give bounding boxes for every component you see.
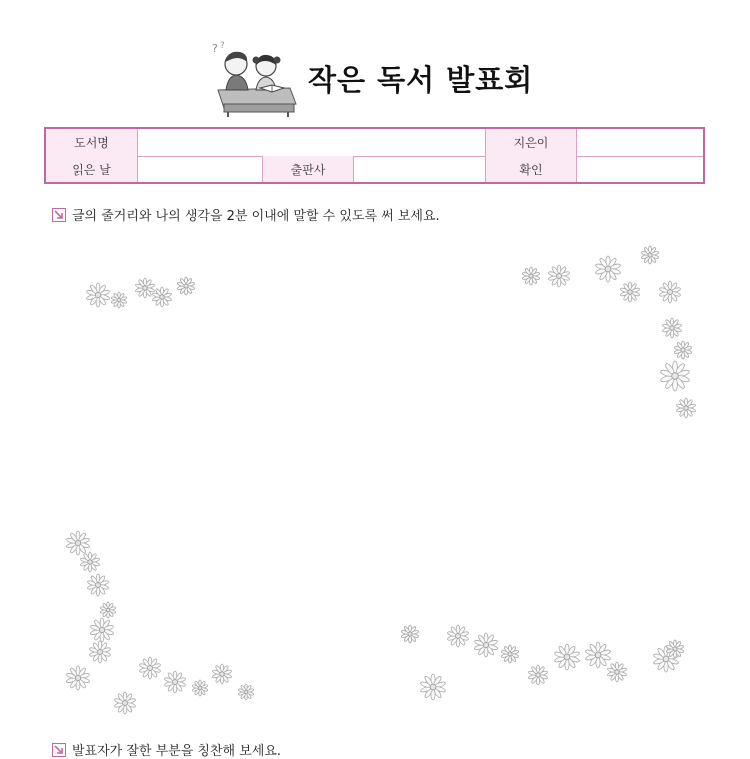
book-title-label: 도서명 — [46, 129, 138, 156]
flower-icon — [659, 360, 691, 392]
flower-icon — [521, 266, 541, 286]
publisher-label: 출판사 — [263, 156, 354, 182]
flower-icon — [163, 670, 187, 694]
flower-icon — [665, 639, 685, 659]
flower-icon — [640, 245, 660, 265]
flower-icon — [658, 280, 682, 304]
flower-icon — [237, 683, 255, 701]
flower-icon — [79, 551, 101, 573]
flower-icon — [86, 573, 110, 597]
flower-icon — [138, 656, 162, 680]
flower-icon — [473, 632, 499, 658]
flower-icon — [547, 264, 571, 288]
date-read-label: 읽은 날 — [46, 156, 138, 182]
flower-icon — [65, 665, 91, 691]
flower-icon — [500, 644, 520, 664]
flower-icon — [88, 640, 112, 664]
instruction-praise-text: 발표자가 잘한 부분을 칭찬해 보세요. — [72, 744, 282, 759]
author-label: 지은이 — [486, 129, 577, 156]
flower-icon — [675, 397, 697, 419]
flower-icon — [594, 255, 622, 283]
flower-icon — [673, 340, 693, 360]
flower-icon — [606, 661, 628, 683]
flower-icon — [151, 286, 173, 308]
flower-icon — [113, 691, 137, 715]
flower-icon — [619, 281, 641, 303]
flower-icon — [110, 291, 128, 309]
flower-icon — [661, 317, 683, 339]
flower-icon — [85, 282, 111, 308]
flower-icon — [446, 624, 470, 648]
flower-icon — [191, 679, 209, 697]
flower-icon — [553, 643, 581, 671]
page-title: 작은 독서 발표회 — [308, 63, 534, 97]
writing-area[interactable] — [44, 228, 705, 733]
flower-icon — [176, 276, 196, 296]
svg-text:?: ? — [212, 42, 218, 55]
flower-icon — [419, 673, 447, 701]
instruction-summary-text: 글의 줄거리와 나의 생각을 2분 이내에 말할 수 있도록 써 보세요. — [72, 209, 440, 224]
flower-icon — [211, 663, 233, 685]
confirm-label: 확인 — [486, 156, 577, 182]
flower-icon — [400, 624, 420, 644]
flower-icon — [527, 664, 549, 686]
svg-text:?: ? — [220, 41, 225, 51]
